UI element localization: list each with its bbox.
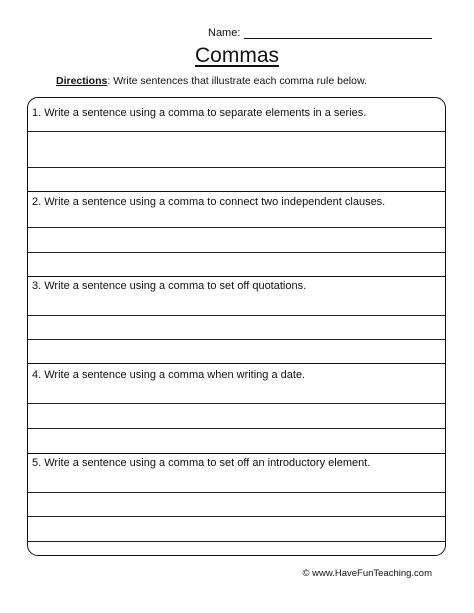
answer-line[interactable] bbox=[28, 492, 445, 493]
question-number: 3. bbox=[32, 280, 42, 292]
question-text: Write a sentence using a comma when writing a date. bbox=[41, 369, 306, 381]
section-divider bbox=[28, 191, 445, 192]
question-1 bbox=[32, 107, 366, 119]
section-divider bbox=[28, 363, 445, 364]
section-divider bbox=[28, 453, 445, 454]
question-text: Write a sentence using a comma to connect two independent clauses. bbox=[41, 196, 386, 208]
answer-line[interactable] bbox=[28, 131, 445, 132]
worksheet-title: Commas bbox=[194, 44, 279, 67]
answer-line[interactable] bbox=[28, 428, 445, 429]
name-blank-line[interactable] bbox=[244, 28, 432, 39]
question-text: Write a sentence using a comma to separate elements in a series. bbox=[44, 107, 367, 119]
question-number: 4. bbox=[32, 369, 42, 381]
question-5 bbox=[32, 457, 370, 469]
answer-line[interactable] bbox=[28, 167, 445, 168]
answer-line[interactable] bbox=[28, 541, 445, 542]
answer-line[interactable] bbox=[28, 403, 445, 404]
directions-text: : Write sentences that illustrate each comma rule below. bbox=[107, 75, 367, 87]
copyright-footer: © www.HaveFunTeaching.com bbox=[302, 568, 432, 579]
question-2 bbox=[32, 196, 385, 208]
answer-line[interactable] bbox=[28, 252, 445, 253]
question-number: 1. bbox=[32, 107, 42, 119]
question-text: Write a sentence using a comma to set off quotations. bbox=[41, 280, 307, 292]
answer-line[interactable] bbox=[28, 516, 445, 517]
directions-label: Directions bbox=[56, 75, 108, 87]
directions bbox=[56, 75, 367, 87]
question-number: 2. bbox=[32, 196, 42, 208]
question-4 bbox=[32, 369, 305, 381]
name-label: Name: bbox=[208, 27, 241, 39]
name-field bbox=[208, 27, 432, 39]
answer-line[interactable] bbox=[28, 227, 445, 228]
answer-line[interactable] bbox=[28, 339, 445, 340]
answer-box bbox=[27, 97, 446, 556]
question-text: Write a sentence using a comma to set off an introductory element. bbox=[41, 457, 371, 469]
section-divider bbox=[28, 276, 445, 277]
question-3 bbox=[32, 280, 306, 292]
answer-line[interactable] bbox=[28, 315, 445, 316]
question-number: 5. bbox=[32, 457, 42, 469]
